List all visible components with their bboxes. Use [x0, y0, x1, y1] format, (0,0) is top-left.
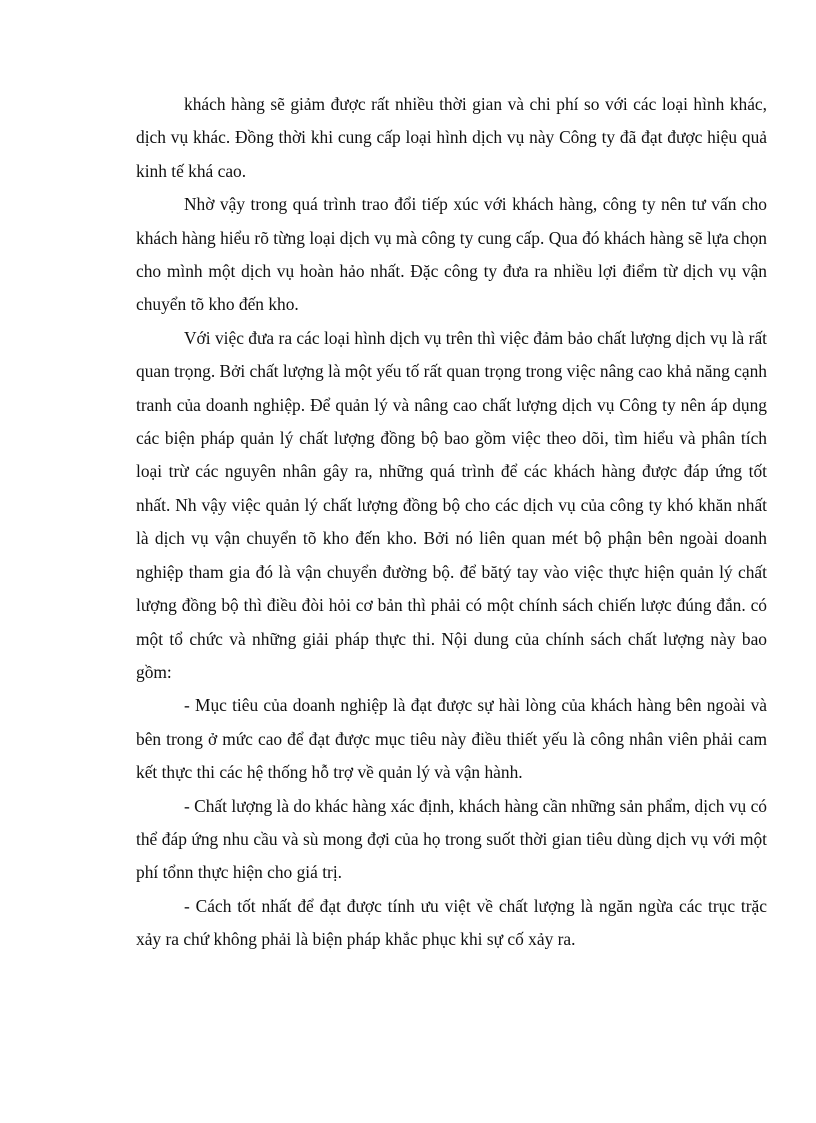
paragraph-3: Với việc đưa ra các loại hình dịch vụ trên thì việc đảm bảo chất lượng dịch vụ là rất quan trọng. Bởi chất lượng là một yếu tố rất quan trọng trong việc nâng cao khả năng cạnh tranh của doanh nghiệp. Để quản lý và nâng cao chất lượng dịch vụ Công ty nên áp dụng các biện pháp quản lý chất lượng đồng bộ bao gồm việc theo dõi, tìm hiểu và phân tích loại trừ các nguyên nhân gây ra, những quá trình để các khách hàng được đáp ứng tốt nhất. Nh vậy việc quản lý chất lượng đồng bộ cho các dịch vụ của công ty khó khăn nhất là dịch vụ vận chuyển tõ kho đến kho. Bởi nó liên quan mét bộ phận bên ngoài doanh nghiệp tham gia đó là vận chuyển đường bộ. để bătý tay vào việc thực hiện quản lý chất lượng đồng bộ thì điều đòi hỏi cơ bản thì phải có một chính sách chiến lược đúng đắn. có một tổ chức và những giải pháp thực thi. Nội dung của chính sách chất lượng này bao gồm: [136, 327, 768, 682]
paragraph-6: - Cách tốt nhất để đạt được tính ưu việt về chất lượng là ngăn ngừa các trục trặc xảy ra chứ không phải là biện pháp khắc phục khi sự cố xảy ra. [136, 895, 767, 950]
paragraph-1: khách hàng sẽ giảm được rất nhiều thời gian và chi phí so với các loại hình khác, dịch vụ khác. Đồng thời khi cung cấp loại hình dịch vụ này Công ty đã đạt được hiệu quả kinh tế khá cao. [136, 94, 767, 181]
paragraph-4: - Mục tiêu của doanh nghiệp là đạt được sự hài lòng của khách hàng bên ngoài và bên trong ở mức cao để đạt được mục tiêu này điều thiết yếu là công nhân viên phải cam kết thực thi các hệ thống hỗ trợ về quản lý và vận hành. [136, 695, 767, 783]
paragraph-5: - Chất lượng là do khác hàng xác định, khách hàng cần những sản phẩm, dịch vụ có thể đáp ứng nhu cầu và sù mong đợi của họ trong suốt thời gian tiêu dùng dịch vụ với một phí tổnn thực hiện cho giá trị. [136, 795, 767, 883]
paragraph-2: Nhờ vậy trong quá trình trao đổi tiếp xúc với khách hàng, công ty nên tư vấn cho khách hàng hiểu rõ từng loại dịch vụ mà công ty cung cấp. Qua đó khách hàng sẽ lựa chọn cho mình một dịch vụ hoàn hảo nhất. Đặc công ty đưa ra nhiều lợi điểm từ dịch vụ vận chuyển tõ kho đến kho. [136, 194, 767, 315]
document-body [136, 88, 767, 957]
